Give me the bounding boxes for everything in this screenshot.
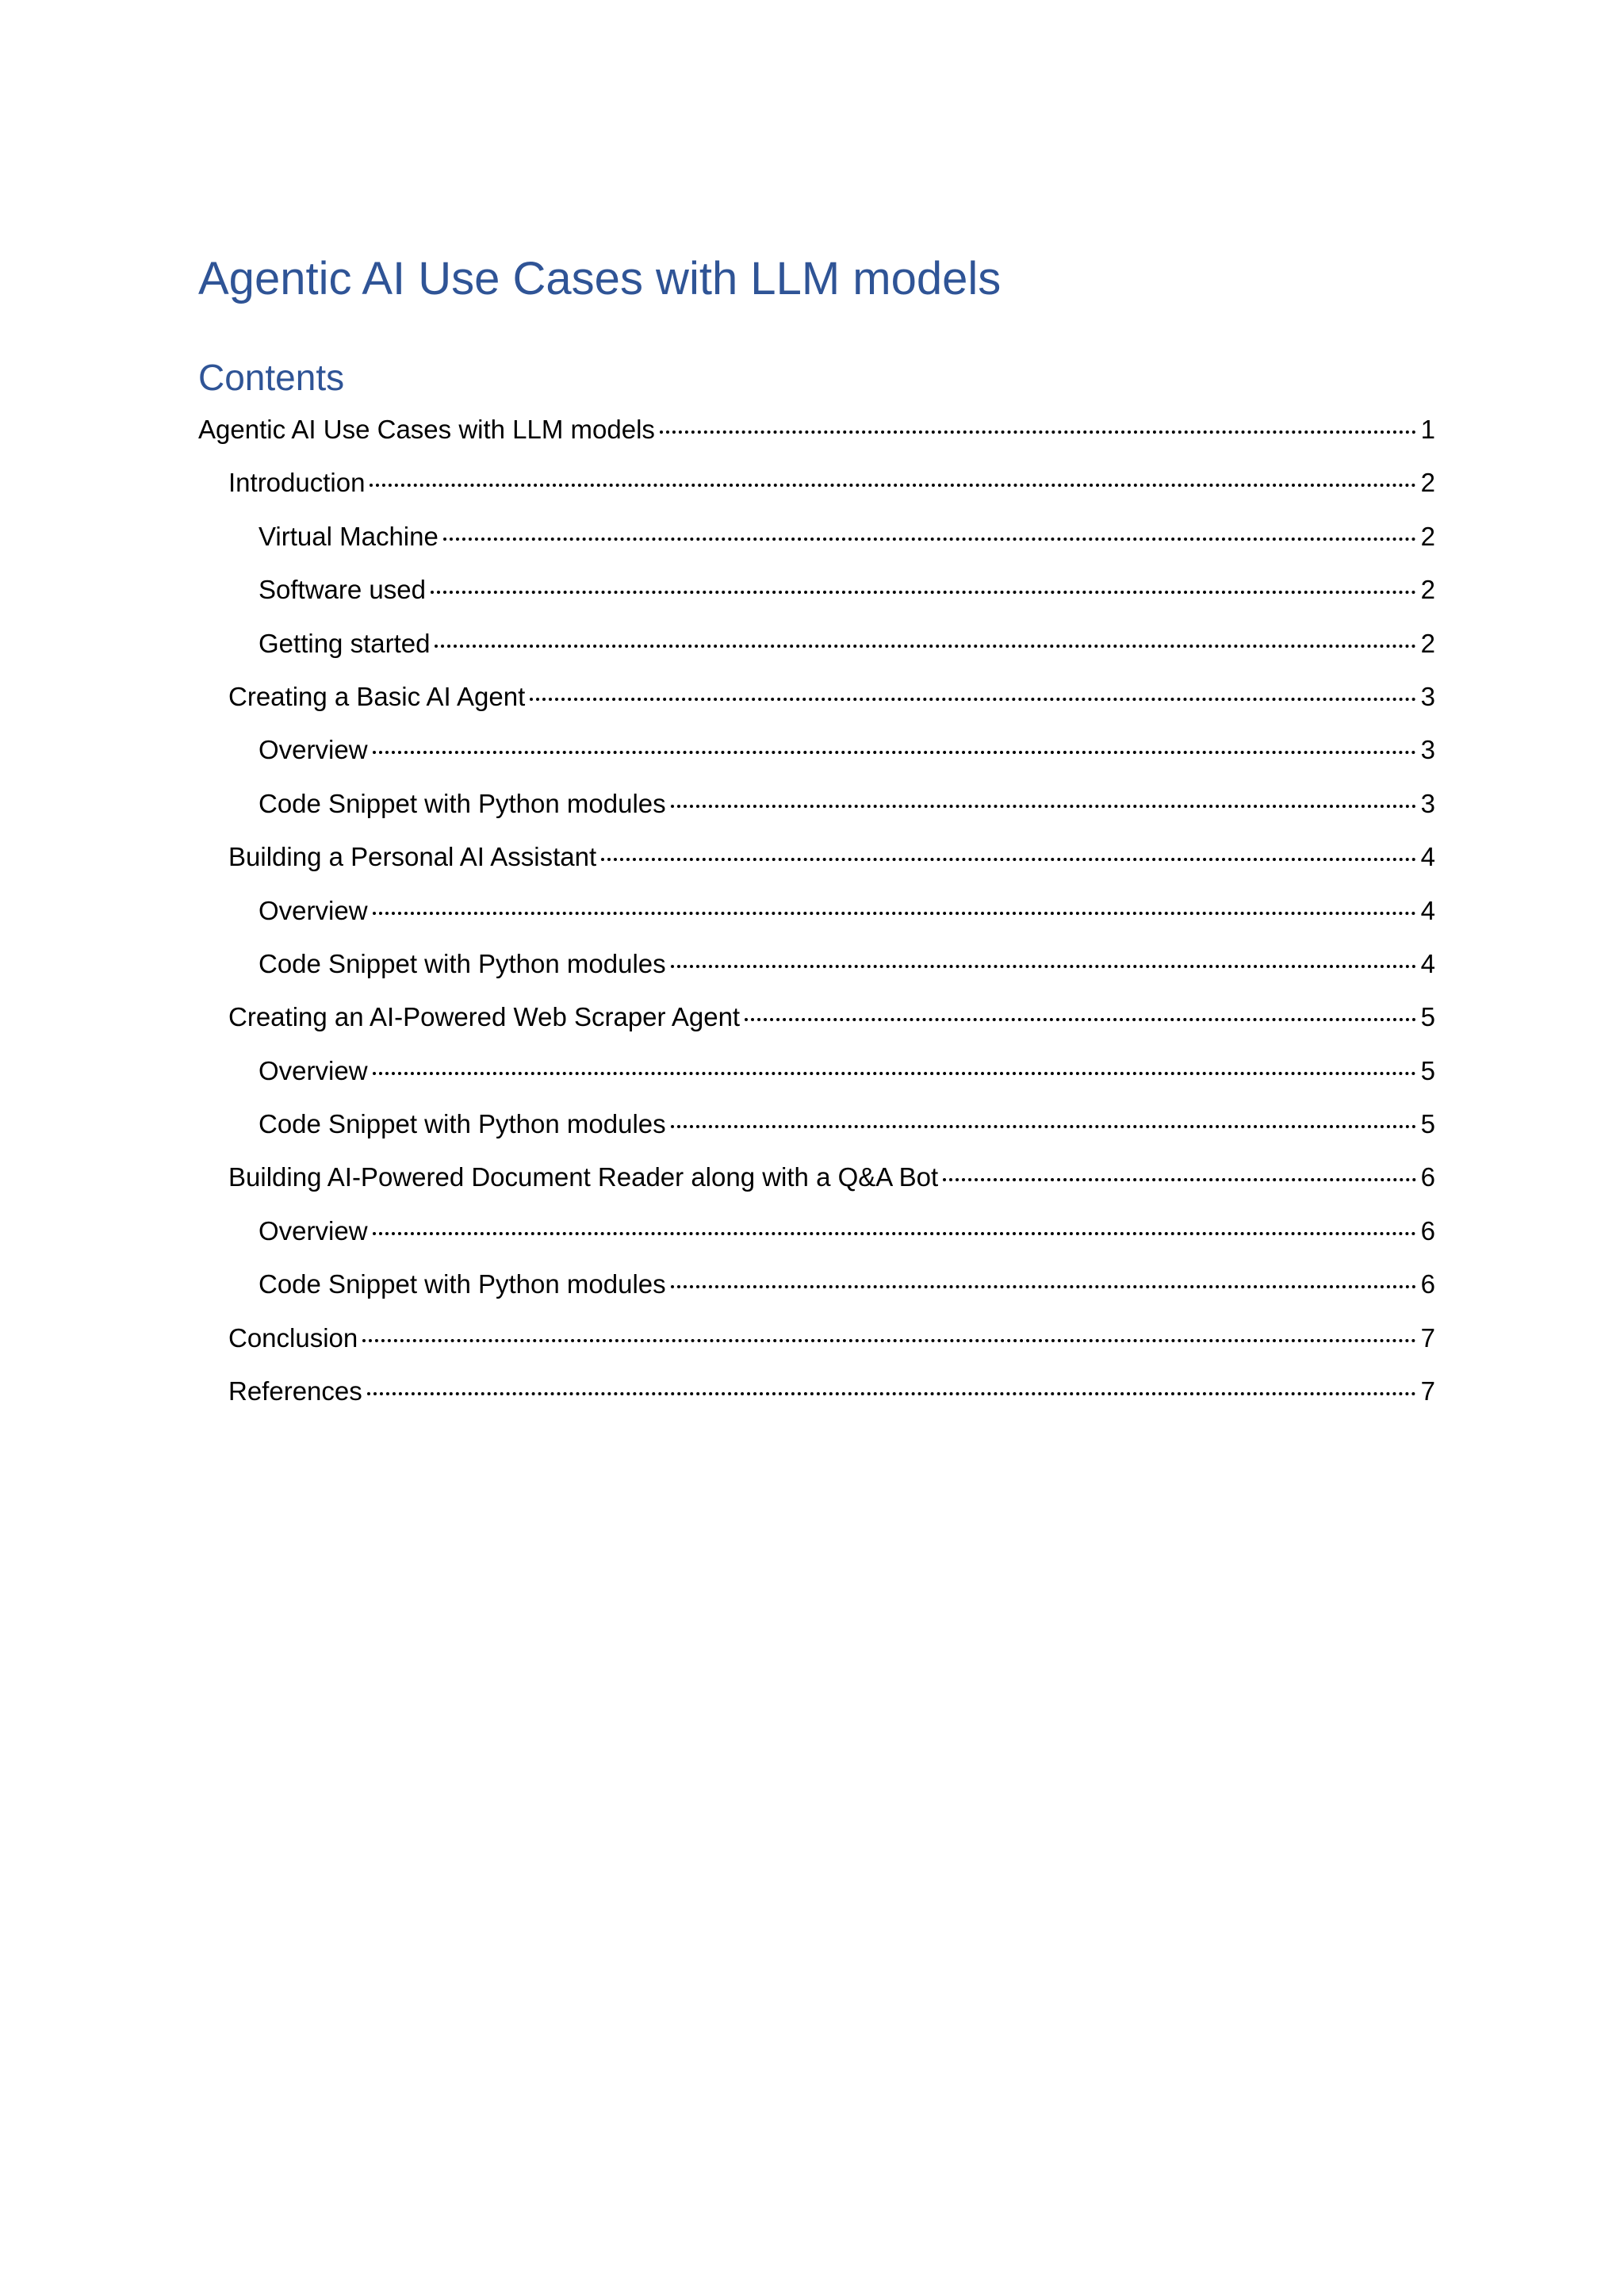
toc-dot-leader (362, 1339, 1415, 1342)
toc-page-number: 3 (1420, 788, 1435, 818)
toc-entry[interactable] (198, 785, 1435, 838)
toc-entry[interactable] (198, 571, 1435, 624)
table-of-contents (198, 411, 1435, 1425)
toc-dot-leader (373, 1232, 1416, 1235)
toc-page-number: 4 (1420, 948, 1435, 978)
toc-dot-leader (435, 645, 1415, 648)
toc-page-number: 6 (1420, 1162, 1435, 1192)
toc-dot-leader (601, 858, 1416, 861)
toc-entry[interactable] (198, 625, 1435, 678)
toc-dot-leader (370, 484, 1415, 487)
toc-dot-leader (671, 965, 1416, 968)
toc-dot-leader (671, 1125, 1416, 1128)
toc-entry-text: Overview (259, 735, 368, 765)
toc-entry[interactable] (198, 731, 1435, 784)
toc-entry-text: Overview (259, 895, 368, 925)
toc-entry[interactable] (198, 1372, 1435, 1425)
toc-entry[interactable] (198, 464, 1435, 517)
document-title: Agentic AI Use Cases with LLM models (198, 253, 1002, 304)
toc-dot-leader (373, 1072, 1416, 1075)
toc-entry[interactable] (198, 1319, 1435, 1372)
toc-entry[interactable] (198, 998, 1435, 1051)
toc-page-number: 2 (1420, 521, 1435, 551)
toc-entry-text: Getting started (259, 628, 431, 658)
toc-page-number: 5 (1420, 1055, 1435, 1085)
toc-entry-text: Building a Personal AI Assistant (228, 842, 597, 872)
toc-page-number: 6 (1420, 1215, 1435, 1246)
toc-page-number: 2 (1420, 575, 1435, 605)
toc-page-number: 2 (1420, 628, 1435, 658)
toc-entry-text: References (228, 1376, 362, 1406)
toc-page-number: 7 (1420, 1376, 1435, 1406)
toc-entry-text: Code Snippet with Python modules (259, 1109, 666, 1139)
toc-entry-text: Creating a Basic AI Agent (228, 681, 526, 711)
toc-dot-leader (373, 912, 1416, 915)
toc-page-number: 3 (1420, 735, 1435, 765)
toc-entry-text: Building AI-Powered Document Reader along with a Q&A Bot (228, 1162, 939, 1192)
toc-entry[interactable] (198, 945, 1435, 998)
toc-entry[interactable] (198, 678, 1435, 731)
toc-page-number: 2 (1420, 468, 1435, 498)
toc-entry-text: Code Snippet with Python modules (259, 1269, 666, 1299)
toc-entry[interactable] (198, 892, 1435, 945)
toc-dot-leader (943, 1178, 1415, 1181)
toc-page-number: 3 (1420, 681, 1435, 711)
toc-dot-leader (373, 751, 1416, 754)
toc-dot-leader (671, 805, 1416, 808)
toc-dot-leader (443, 538, 1416, 541)
toc-entry-text: Overview (259, 1055, 368, 1085)
toc-dot-leader (431, 591, 1416, 594)
toc-page-number: 7 (1420, 1322, 1435, 1353)
toc-entry[interactable] (198, 518, 1435, 571)
toc-entry-text: Code Snippet with Python modules (259, 788, 666, 818)
toc-entry-text: Overview (259, 1215, 368, 1246)
toc-entry[interactable] (198, 1212, 1435, 1265)
toc-page-number: 4 (1420, 895, 1435, 925)
toc-entry[interactable] (198, 1265, 1435, 1318)
toc-entry-text: Conclusion (228, 1322, 358, 1353)
toc-entry[interactable] (198, 1052, 1435, 1105)
toc-entry-text: Code Snippet with Python modules (259, 948, 666, 978)
toc-entry-text: Agentic AI Use Cases with LLM models (198, 415, 655, 444)
toc-dot-leader (671, 1285, 1416, 1288)
toc-entry[interactable] (198, 1158, 1435, 1211)
toc-dot-leader (660, 430, 1416, 434)
toc-page-number: 5 (1420, 1109, 1435, 1139)
toc-entry[interactable] (198, 838, 1435, 891)
toc-page-number: 1 (1420, 415, 1435, 444)
toc-entry-text: Virtual Machine (259, 521, 439, 551)
toc-page-number: 5 (1420, 1002, 1435, 1032)
toc-page-number: 4 (1420, 842, 1435, 872)
toc-entry-text: Creating an AI-Powered Web Scraper Agent (228, 1002, 741, 1032)
toc-entry-text: Introduction (228, 468, 366, 498)
toc-dot-leader (745, 1018, 1416, 1021)
toc-dot-leader (367, 1392, 1416, 1395)
toc-entry-text: Software used (259, 575, 426, 605)
toc-entry[interactable] (198, 1105, 1435, 1158)
toc-page-number: 6 (1420, 1269, 1435, 1299)
toc-dot-leader (530, 698, 1415, 701)
toc-entry[interactable] (198, 411, 1435, 464)
contents-heading: Contents (198, 357, 345, 398)
